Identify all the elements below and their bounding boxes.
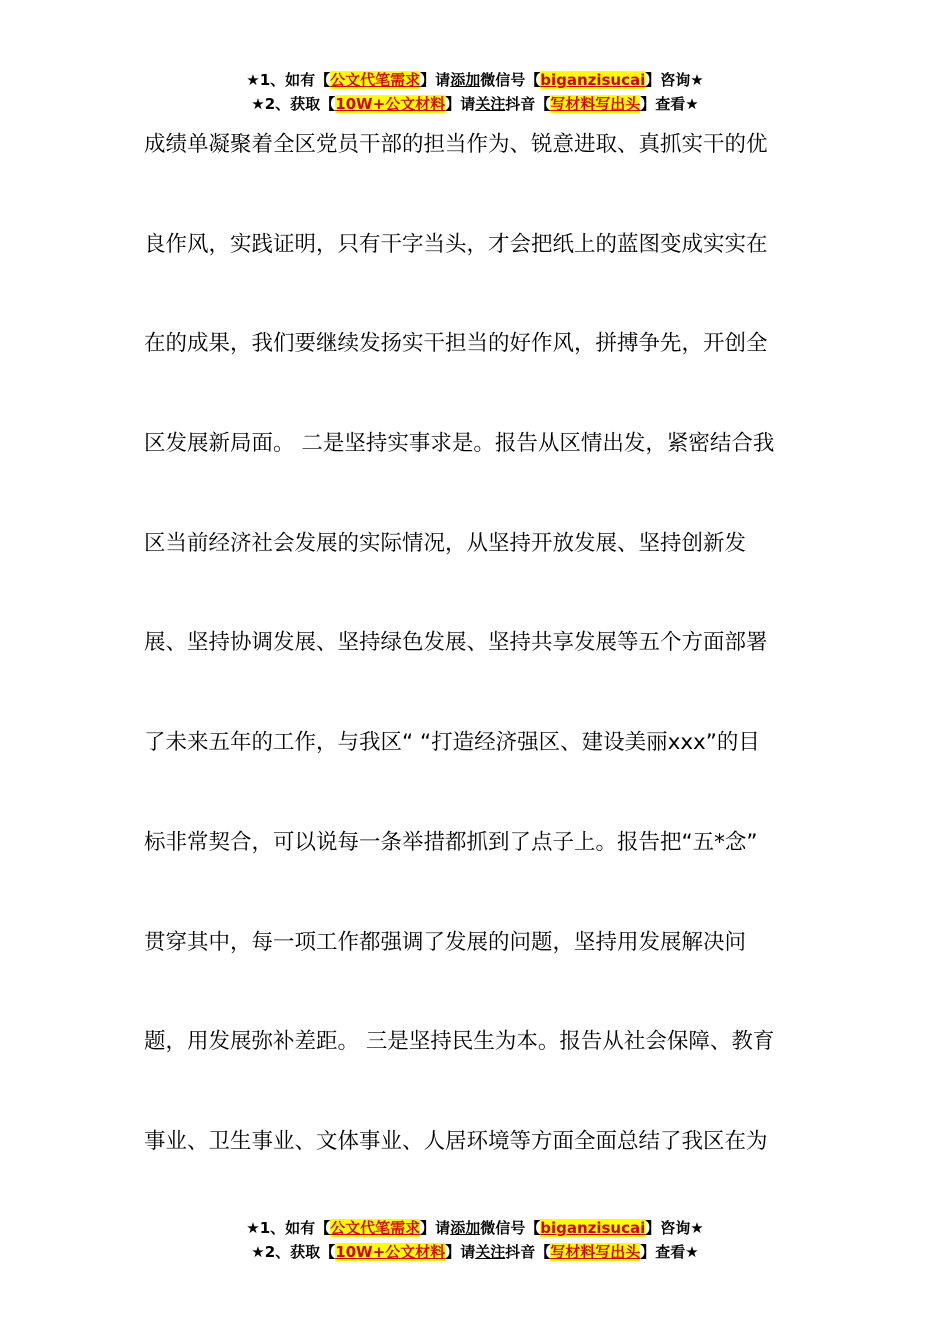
highlight-service: 公文代笔需求 (330, 71, 421, 89)
banner-text-underlined: 关注 (475, 95, 506, 113)
body-line: 成绩单凝聚着全区党员干部的担当作为、锐意进取、真抓实干的优 (144, 132, 768, 157)
banner-text: 】咨询★ (645, 1219, 704, 1237)
body-line: 了未来五年的工作，与我区“ “打造经济强区、建设美丽xxx”的目 (144, 730, 760, 756)
banner-line-2 (0, 1240, 950, 1264)
body-line: 贯穿其中，每一项工作都强调了发展的问题，坚持用发展解决问 (144, 929, 747, 955)
banner-text: ★1、如有【 (246, 71, 331, 89)
highlight-service: 公文代笔需求 (330, 1219, 421, 1237)
banner-line-1 (0, 68, 950, 92)
banner-text: 】查看★ (640, 1243, 699, 1261)
banner-text: 】请 (420, 1219, 451, 1237)
body-line: 良作风，实践证明，只有干字当头，才会把纸上的蓝图变成实实在 (144, 231, 768, 257)
banner-text: 】咨询★ (645, 71, 704, 89)
banner-line-2 (0, 92, 950, 116)
document-body (144, 120, 824, 1217)
banner-text: 微信号【 (480, 71, 541, 89)
highlight-wechat-id: biganzisucai (540, 71, 646, 89)
banner-text: 抖音【 (505, 95, 551, 113)
footer-banner (0, 1216, 950, 1264)
banner-text: 】请 (420, 71, 451, 89)
highlight-materials: 10W+公文材料 (335, 95, 446, 113)
body-line: 展、坚持协调发展、坚持绿色发展、坚持共享发展等五个方面部署 (144, 630, 768, 656)
banner-text: 微信号【 (480, 1219, 541, 1237)
body-line: 区当前经济社会发展的实际情况，从坚持开放发展、坚持创新发 (144, 530, 747, 556)
banner-text: ★1、如有【 (246, 1219, 331, 1237)
body-line: 在的成果，我们要继续发扬实干担当的好作风，拼搏争先，开创全 (144, 331, 768, 357)
banner-text: 抖音【 (505, 1243, 551, 1261)
body-line: 题，用发展弥补差距。 三是坚持民生为本。报告从社会保障、教育 (144, 1029, 775, 1055)
highlight-materials: 10W+公文材料 (335, 1243, 446, 1261)
banner-line-1 (0, 1216, 950, 1240)
header-banner (0, 68, 950, 116)
banner-text: 】请 (445, 95, 476, 113)
banner-text: 】查看★ (640, 95, 699, 113)
banner-text-underlined: 添加 (450, 1219, 481, 1237)
banner-text-underlined: 关注 (475, 1243, 506, 1261)
body-line: 标非常契合，可以说每一条举措都抓到了点子上。报告把“五*念” (144, 829, 758, 855)
body-line: 事业、卫生事业、文体事业、人居环境等方面全面总结了我区在为 (144, 1128, 768, 1154)
highlight-wechat-id: biganzisucai (540, 1219, 646, 1237)
banner-text: 】请 (445, 1243, 476, 1261)
banner-text: ★2、获取【 (251, 95, 336, 113)
banner-text-underlined: 添加 (450, 71, 481, 89)
highlight-douyin-account: 写材料写出头 (550, 1243, 641, 1261)
body-line: 区发展新局面。 二是坚持实事求是。报告从区情出发，紧密结合我 (144, 431, 775, 457)
banner-text: ★2、获取【 (251, 1243, 336, 1261)
highlight-douyin-account: 写材料写出头 (550, 95, 641, 113)
